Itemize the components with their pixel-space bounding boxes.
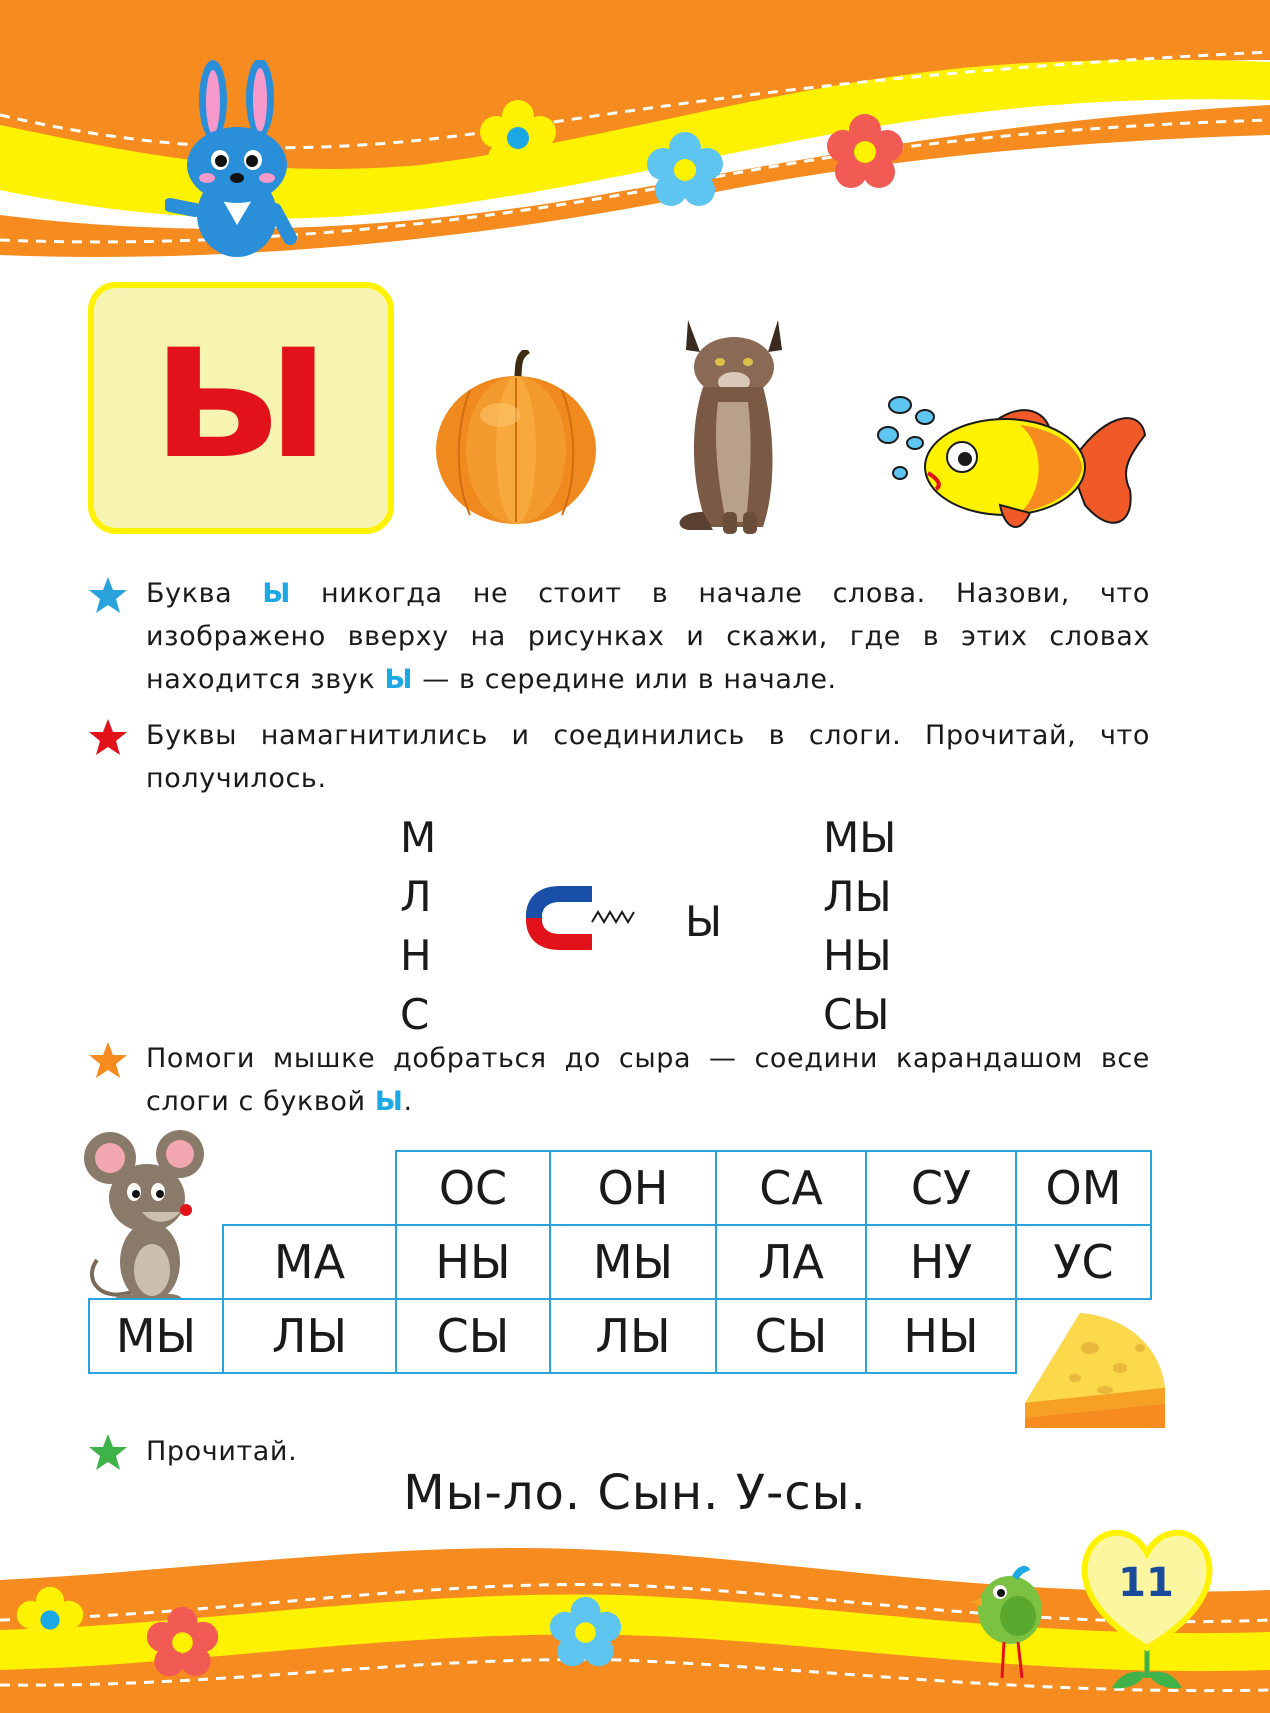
maze-cell[interactable]: НУ [865,1224,1017,1300]
flower-icon [15,1585,85,1655]
maze-cell[interactable]: ЛА [715,1224,867,1300]
vowel-letter: Ы [685,897,723,946]
big-letter: Ы [151,318,331,492]
flower-icon [548,1595,623,1670]
maze-cell[interactable]: МЫ [88,1298,224,1374]
instruction-3-part: Помоги мышке добраться до сыра — соедини карандашом все слоги с буквой [146,1043,1150,1117]
consonant-column [400,808,436,1044]
magnet-icon [522,878,642,958]
mouse-icon [82,1130,212,1310]
maze-cell[interactable]: МЫ [549,1224,717,1300]
letter-highlight: Ы [262,578,291,609]
instruction-1 [146,572,1150,701]
instruction-1-part: — в середине или в начале. [413,664,837,695]
instruction-2: Буквы намагнитились и соединились в слоги. Прочитай, что получилось. [146,720,1150,794]
maze-cell[interactable]: СА [715,1150,867,1226]
orange-star-icon [88,1040,128,1080]
syllable: МЫ [823,813,897,862]
flower-icon [825,112,905,192]
maze-cell[interactable]: СЫ [395,1298,551,1374]
flower-icon [145,1605,220,1680]
flower-icon [645,130,725,210]
instruction-4: Прочитай. [146,1436,298,1467]
maze-cell[interactable]: ЛЫ [222,1298,397,1374]
instruction-3 [146,1037,1150,1123]
maze-cell[interactable]: СЫ [715,1298,867,1374]
maze-cell[interactable]: ОС [395,1150,551,1226]
maze-cell[interactable]: ОН [549,1150,717,1226]
instruction-3-part: . [403,1086,413,1117]
bunny-mascot-icon [165,60,315,260]
letter-card [88,282,394,534]
maze-cell[interactable]: НЫ [865,1298,1017,1374]
consonant: Л [400,872,432,921]
reading-words: Мы-ло. Сын. У-сы. [403,1465,867,1521]
fish-icon [870,395,1150,545]
letter-highlight: Ы [374,1086,404,1117]
page-number: 11 [1118,1560,1174,1606]
bird-icon [970,1560,1052,1680]
syllable: ЛЫ [823,872,892,921]
pumpkin-icon [430,350,602,525]
maze-cell[interactable]: НЫ [395,1224,551,1300]
maze-cell[interactable]: ЛЫ [549,1298,717,1374]
blue-star-icon [88,575,128,615]
instruction-1-part: никогда не стоит в начале слова. Назови, что изображено вверху на рисунках и скажи, где в этих словах находится звук [146,578,1150,695]
syllable-column [823,808,896,1044]
maze-cell[interactable]: УС [1015,1224,1152,1300]
syllable: НЫ [823,931,892,980]
lynx-icon [668,312,800,537]
maze-cell[interactable]: СУ [865,1150,1017,1226]
cheese-icon [1020,1308,1170,1433]
maze-cell[interactable]: МА [222,1224,397,1300]
red-star-icon [88,717,128,757]
maze-cell[interactable]: ОМ [1015,1150,1152,1226]
consonant: С [400,990,430,1039]
instruction-1-part: Буква [146,578,263,609]
consonant: М [400,813,437,862]
letter-highlight: Ы [384,664,414,695]
consonant: Н [400,931,432,980]
flower-icon [478,98,558,178]
syllable: СЫ [823,990,890,1039]
